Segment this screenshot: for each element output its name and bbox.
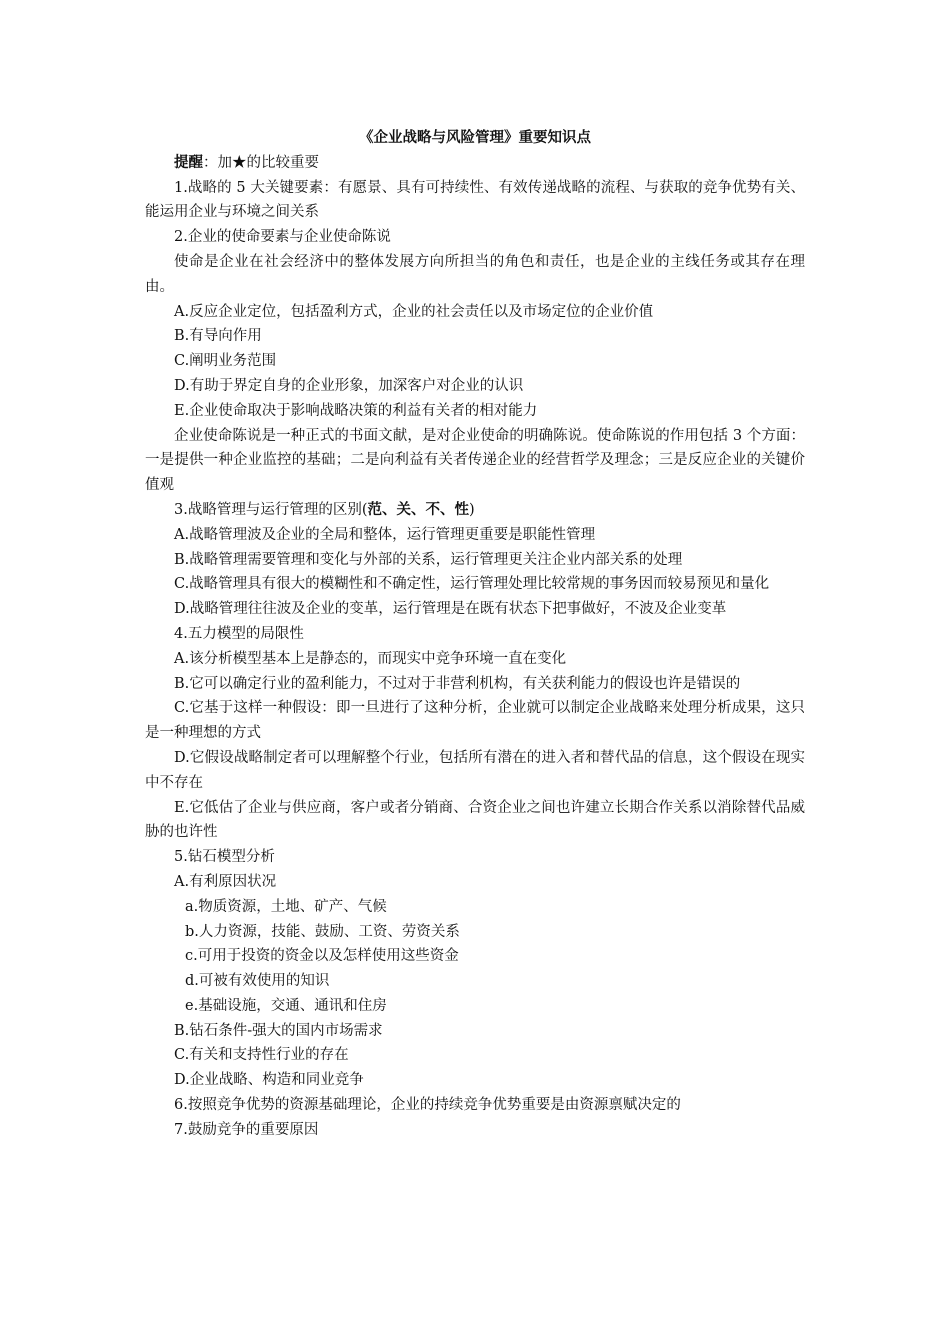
paragraph-20: E.它低估了企业与供应商，客户或者分销商、合资企业之间也许建立长期合作关系以消除替代品威胁的也许性 [145,799,805,841]
paragraph-27: 7.鼓励竞争的重要原因 [174,1121,319,1138]
sub-item-c: c.可用于投资的资金以及怎样使用这些资金 [185,948,459,965]
tip-colon: ： [203,154,218,171]
document-page [145,126,805,1143]
document-title: 《企业战略与风险管理》重要知识点 [359,129,591,146]
sub-item-e: e.基础设施，交通、通讯和住房 [185,997,387,1014]
paragraph-25: D.企业战略、构造和同业竞争 [174,1072,364,1089]
paragraph-14: D.战略管理往往波及企业的变革，运行管理是在既有状态下把事做好，不波及企业变革 [174,601,727,618]
paragraph-12: B.战略管理需要管理和变化与外部的关系，运行管理更关注企业内部关系的处理 [174,551,683,568]
paragraph-21: 5.钻石模型分析 [174,849,275,866]
paragraph-23: B.钻石条件-强大的国内市场需求 [174,1022,383,1039]
paragraph-8: E.企业使命取决于影响战略决策的利益有关者的相对能力 [174,402,538,419]
paragraph-17: B.它可以确定行业的盈利能力，不过对于非营利机构，有关获利能力的假设也许是错误的 [174,675,741,692]
paragraph-19: D.它假设战略制定者可以理解整个行业，包括所有潜在的进入者和替代品的信息，这个假设在现实中不存在 [145,749,805,791]
paragraph-7: D.有助于界定自身的企业形象，加深客户对企业的认识 [174,377,524,394]
paragraph-10-bold: 范、关、不、性 [367,500,469,518]
paragraph-24: C.有关和支持性行业的存在 [174,1047,349,1064]
sub-item-a: a.物质资源，土地、矿产、气候 [185,898,387,915]
paragraph-5: B.有导向作用 [174,328,262,345]
paragraph-11: A.战略管理波及企业的全局和整体，运行管理更重要是职能性管理 [174,526,596,543]
sub-item-b: b.人力资源，技能、鼓励、工资、劳资关系 [185,923,460,940]
tip-text: 加★的比较重要 [217,154,319,171]
sub-item-d: d.可被有效使用的知识 [185,973,330,990]
paragraph-3: 使命是企业在社会经济中的整体发展方向所担当的角色和责任，也是企业的主线任务或其存在理由。 [145,253,805,295]
paragraph-6: C.阐明业务范围 [174,353,277,370]
paragraph-16: A.该分析模型基本上是静态的，而现实中竞争环境一直在变化 [174,650,567,667]
tip-paragraph [145,151,805,176]
paragraph-10-text: 3.战略管理与运行管理的区别( [174,501,368,518]
paragraph-1: 1.战略的 5 大关键要素：有愿景、具有可持续性、有效传递战略的流程、与获取的竞争优势有关、能运用企业与环境之间关系 [145,179,805,221]
paragraph-4: A.反应企业定位，包括盈利方式，企业的社会责任以及市场定位的企业价值 [174,303,654,320]
paragraph-15: 4.五力模型的局限性 [174,625,304,642]
paragraph-18: C.它基于这样一种假设：即一旦进行了这种分析，企业就可以制定企业战略来处理分析成果，这只是一种理想的方式 [145,700,805,742]
paragraph-26: 6.按照竞争优势的资源基础理论，企业的持续竞争优势重要是由资源禀赋决定的 [174,1097,681,1114]
paragraph-13: C.战略管理具有很大的模糊性和不确定性，运行管理处理比较常规的事务因而较易预见和量化 [174,576,770,593]
paragraph-10-end: ) [469,501,475,518]
paragraph-9: 企业使命陈说是一种正式的书面文献，是对企业使命的明确陈说。使命陈说的作用包括 3 个方面：一是提供一种企业监控的基础；二是向利益有关者传递企业的经营哲学及理念；三是反应企业的关键价值观 [145,427,805,494]
paragraph-2: 2.企业的使命要素与企业使命陈说 [174,229,391,246]
tip-label: 提醒 [174,153,203,171]
paragraph-22: A.有利原因状况 [174,873,277,890]
paragraph-10 [145,498,805,523]
